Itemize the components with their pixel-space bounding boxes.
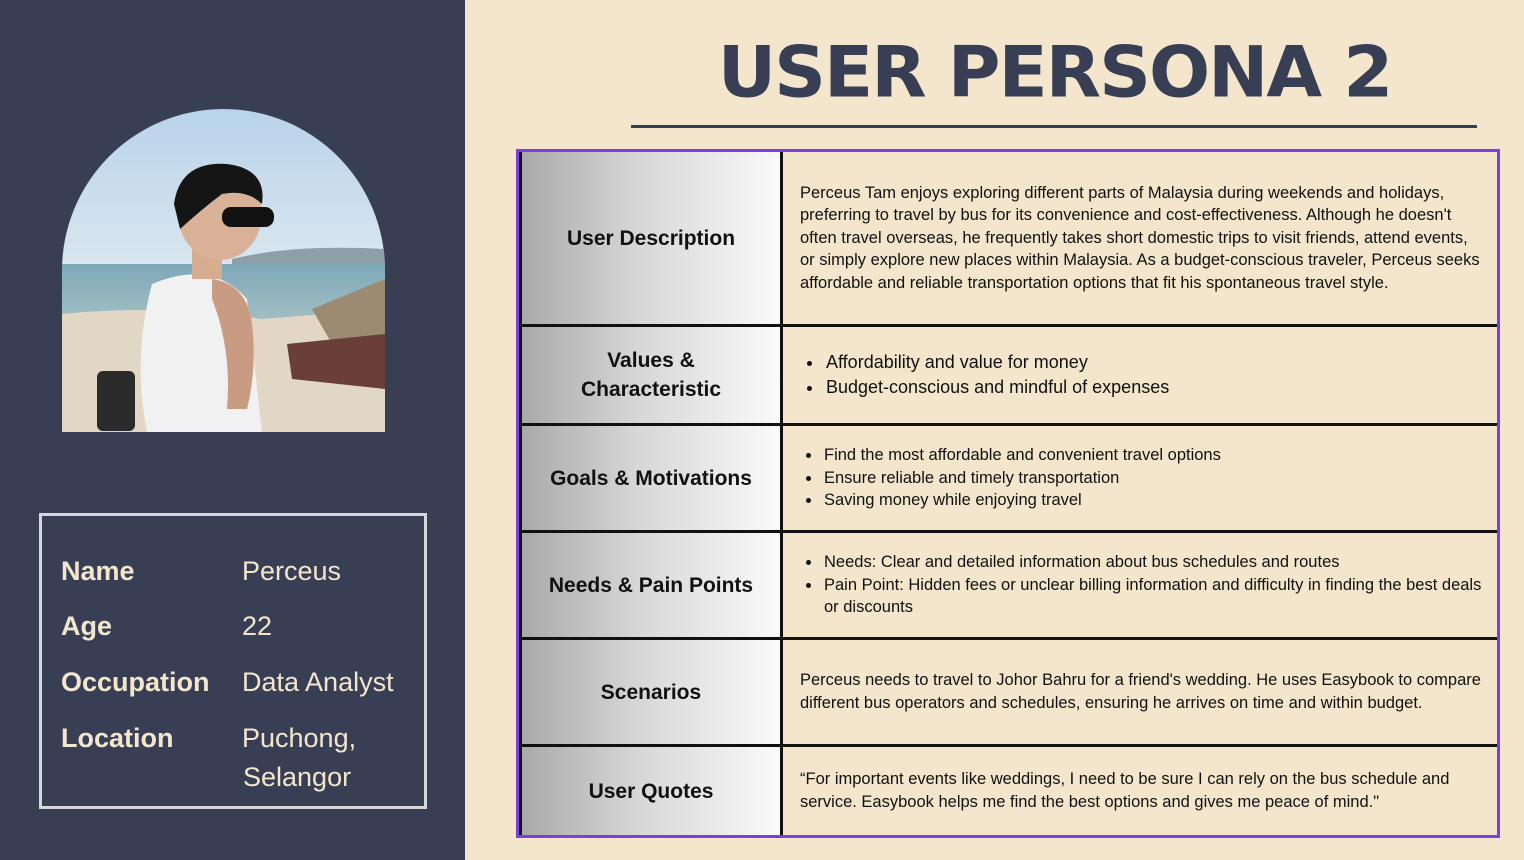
- needs-cell: [783, 533, 1497, 637]
- list-item: • Pain Point: Hidden fees or unclear billing information and difficulty in finding the best deals or discounts: [822, 574, 1483, 619]
- list-item: • Needs: Clear and detailed information about bus schedules and routes: [822, 551, 1483, 574]
- goals-cell: [783, 426, 1497, 530]
- location-label: Location: [61, 723, 174, 753]
- occupation-value: Data Analyst: [242, 667, 394, 697]
- user-description-text: Perceus Tam enjoys exploring different parts of Malaysia during weekends and holidays, preferring to travel by bus for its convenience and cost-effectiveness. Although he doesn't often travel overseas, he frequently takes short domestic trips to visit friends, attend events, or simply explore new places within Malaysia. As a budget-conscious traveler, Perceus seeks affordable and reliable transportation options that fit his spontaneous travel style.: [800, 183, 1480, 292]
- left-panel: [0, 0, 465, 860]
- scenarios-header: Scenarios: [522, 640, 780, 744]
- user-description-header: User Description: [522, 152, 780, 324]
- list-item: • Ensure reliable and timely transportation: [822, 467, 1221, 490]
- quotes-text: “For important events like weddings, I need to be sure I can rely on the bus schedule and service. Easybook helps me find the best options and gives me peace of mind.": [800, 770, 1450, 811]
- values-cell: [783, 327, 1497, 423]
- row-goals: [522, 426, 1497, 530]
- scenarios-text: Perceus needs to travel to Johor Bahru for a friend's wedding. He uses Easybook to compare different bus operators and schedules, ensuring he arrives on time and within budget.: [800, 671, 1481, 712]
- list-item: • Affordability and value for money: [824, 350, 1169, 375]
- values-header: [522, 327, 780, 423]
- occupation-label: Occupation: [61, 667, 210, 697]
- quotes-cell: [783, 747, 1497, 835]
- location-value-line2: Selangor: [243, 762, 352, 792]
- row-scenarios: [522, 640, 1497, 744]
- age-value: 22: [242, 611, 273, 641]
- title-underline: [631, 125, 1477, 128]
- name-label: Name: [61, 556, 135, 586]
- values-header-line2: Characteristic: [580, 378, 722, 401]
- values-list: [796, 350, 1169, 400]
- row-user-description: [522, 152, 1497, 324]
- scenarios-cell: [783, 640, 1497, 744]
- persona-table: [516, 149, 1500, 838]
- row-quotes: [522, 747, 1497, 835]
- age-label: Age: [61, 611, 113, 641]
- user-description-cell: [783, 152, 1497, 324]
- persona-info-box: [39, 513, 427, 809]
- list-item: • Saving money while enjoying travel: [822, 489, 1221, 512]
- values-header-line1: Values &: [607, 349, 695, 372]
- list-item: • Find the most affordable and convenient travel options: [822, 444, 1221, 467]
- needs-header: Needs & Pain Points: [522, 533, 780, 637]
- goals-list: [794, 444, 1221, 512]
- location-value-line1: Puchong,: [242, 723, 357, 753]
- goals-header: Goals & Motivations: [522, 426, 780, 530]
- quotes-header: User Quotes: [522, 747, 780, 835]
- page-title: USER PERSONA 2: [717, 30, 1392, 114]
- persona-photo: [62, 109, 385, 432]
- row-needs: [522, 533, 1497, 637]
- needs-list: [794, 551, 1483, 619]
- row-values: [522, 327, 1497, 423]
- list-item: • Budget-conscious and mindful of expenses: [824, 375, 1169, 400]
- name-value: Perceus: [242, 556, 342, 586]
